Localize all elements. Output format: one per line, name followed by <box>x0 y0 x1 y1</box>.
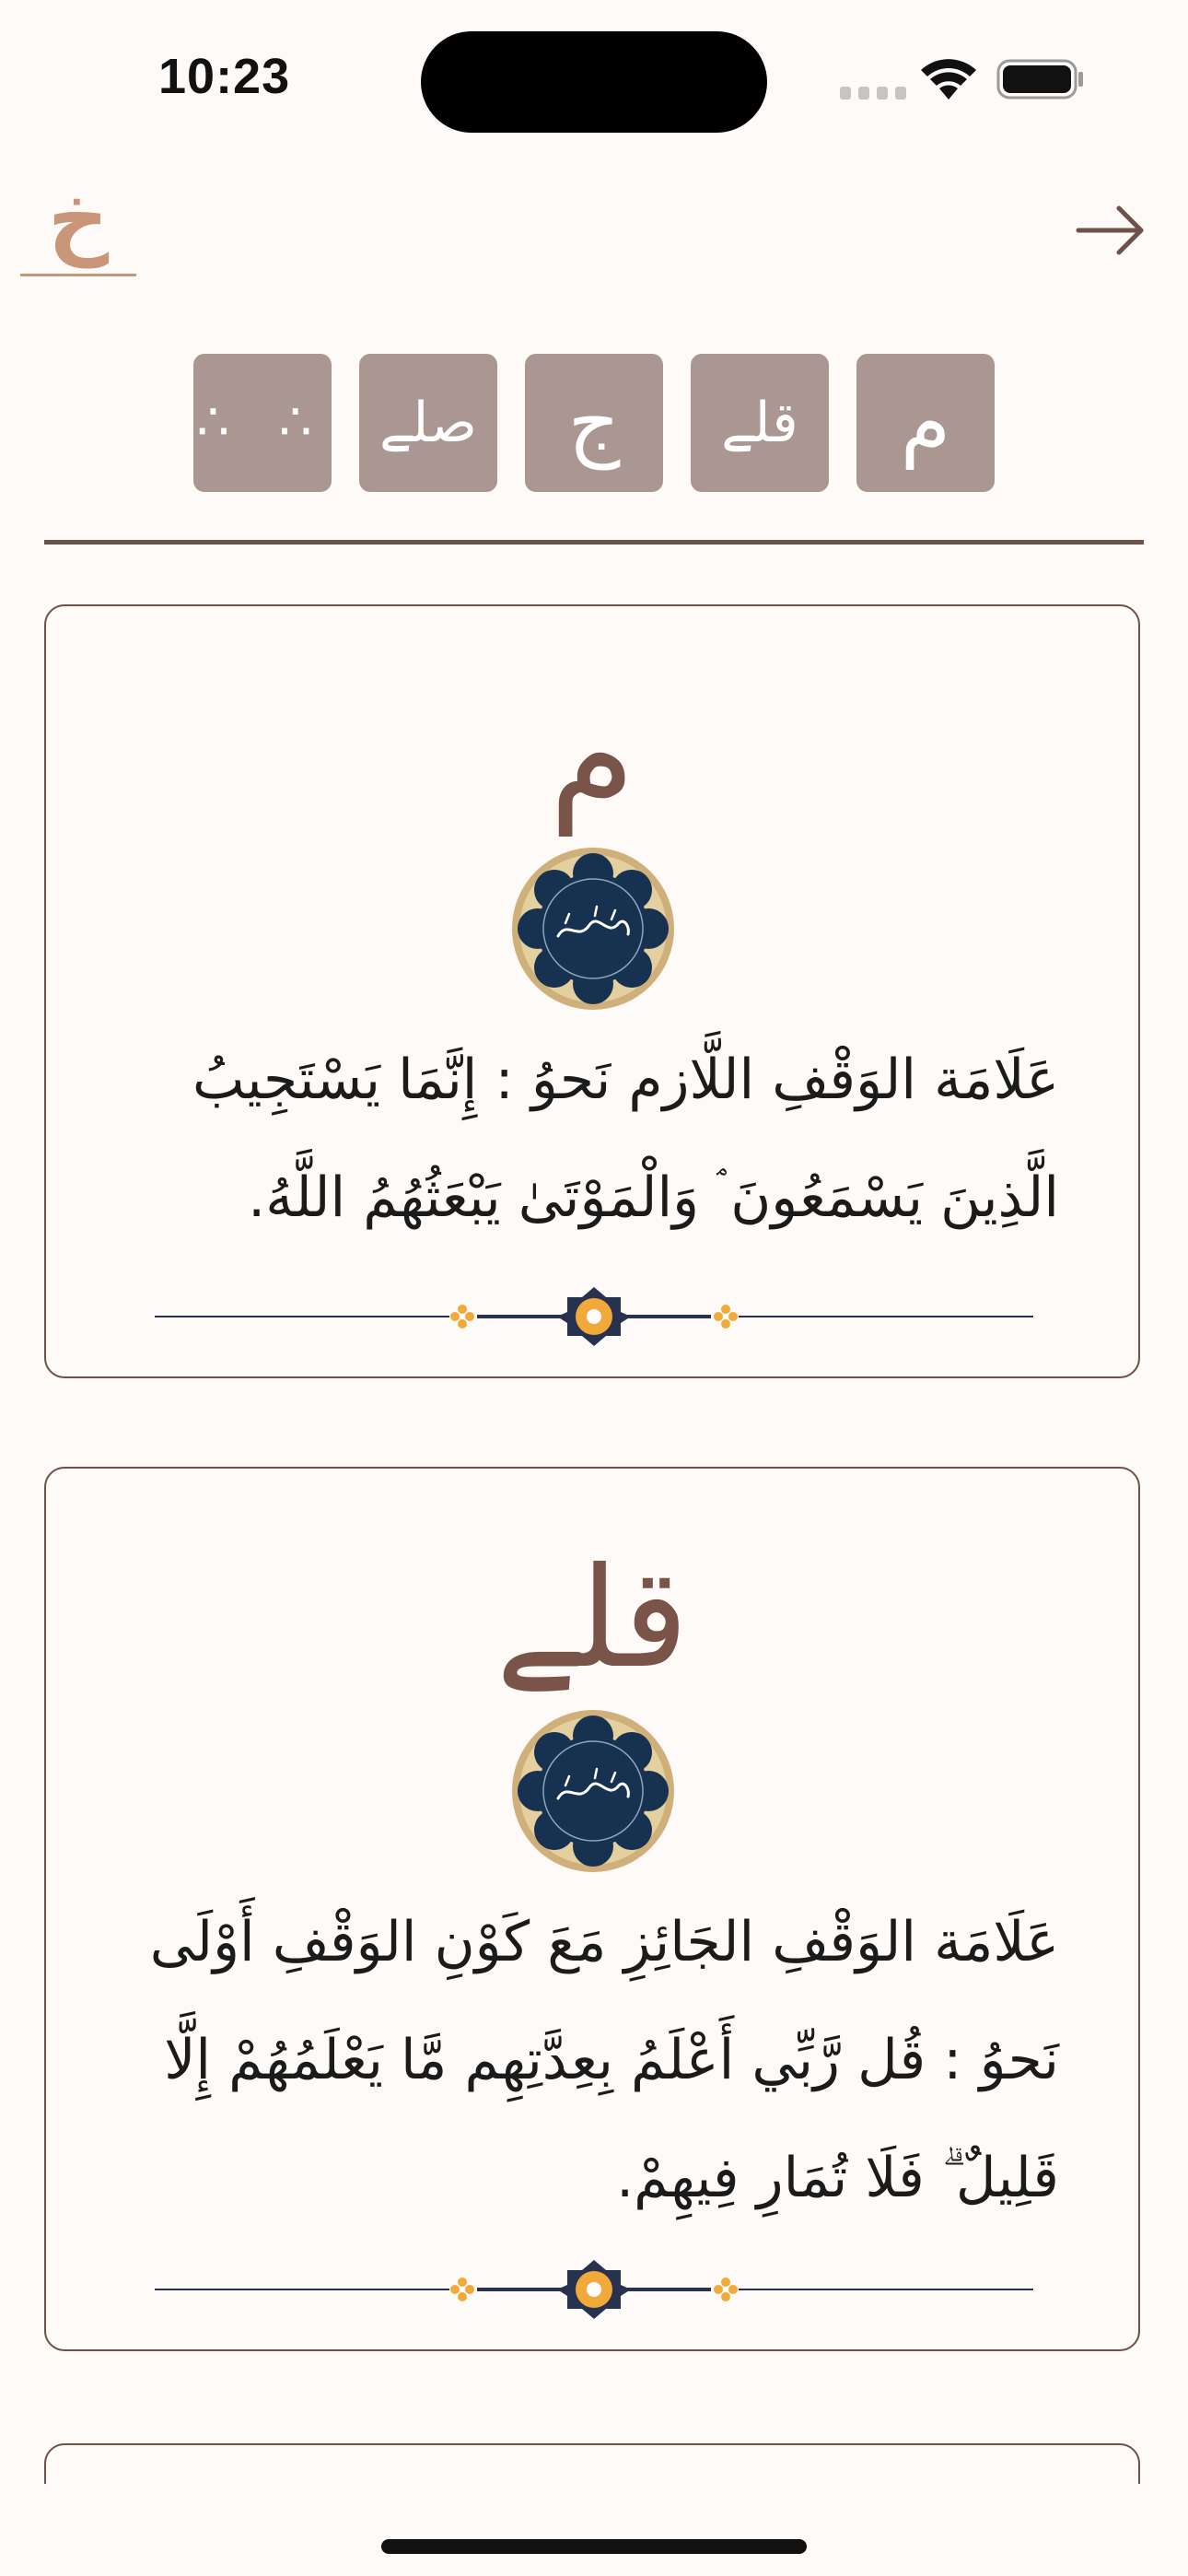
logo-glyph: خ <box>47 170 110 268</box>
quran-medallion-icon <box>510 1708 676 1874</box>
filter-tab-mim[interactable]: م <box>856 354 995 492</box>
wifi-icon <box>919 57 978 101</box>
ornament-divider-icon <box>155 2257 1033 2322</box>
header-divider <box>44 540 1144 544</box>
battery-icon <box>996 59 1085 100</box>
filter-tab-sali[interactable]: صلے <box>359 354 497 492</box>
logo-underline <box>20 274 136 276</box>
card-description-line: عَلَامَة الوَقْفِ الجَائِزِ مَعَ كَوْنِ الوَقْفِ أَوْلَى <box>149 1910 1059 1974</box>
status-bar <box>0 0 1188 147</box>
card-description <box>129 1883 1059 2237</box>
waqf-filter-tabs <box>193 354 995 494</box>
card-clip <box>0 2432 1188 2484</box>
home-indicator <box>381 2539 807 2554</box>
arrow-right-icon <box>1075 203 1147 258</box>
card-description-line: الَّذِينَ يَسْمَعُونَ ۘ وَالْمَوْتَىٰ يَبْعَثُهُمُ اللَّهُ. <box>248 1165 1059 1230</box>
cellular-signal-icon <box>840 87 906 100</box>
dynamic-island <box>421 31 767 133</box>
filter-tab-jim[interactable]: ج <box>525 354 663 492</box>
card-description-line: قَلِيلٌ ۗ فَلَا تُمَارِ فِيهِمْ. <box>616 2146 1059 2210</box>
card-symbol: م <box>549 676 635 837</box>
status-time: 10:23 <box>158 49 291 104</box>
waqf-card-qili <box>44 1467 1140 2351</box>
card-description <box>129 1021 1059 1257</box>
back-button[interactable] <box>1072 197 1149 263</box>
card-description-line: عَلَامَة الوَقْفِ اللَّازم نَحوُ : إِنَّمَا يَسْتَجِيبُ <box>192 1048 1059 1112</box>
filter-tab-muanaqa[interactable]: ∴ ∴ <box>193 354 332 492</box>
card-symbol: قلے <box>495 1539 689 1699</box>
card-description-line: نَحوُ : قُل رَّبِّي أَعْلَمُ بِعِدَّتِهِم مَّا يَعْلَمُهُمْ إِلَّا <box>164 2028 1059 2092</box>
quran-medallion-icon <box>510 846 676 1012</box>
waqf-card-mim <box>44 604 1140 1378</box>
filter-tab-qili[interactable]: قلے <box>691 354 829 492</box>
ornament-divider-icon <box>155 1284 1033 1349</box>
app-logo <box>20 170 136 276</box>
waqf-card-next <box>44 2443 1140 2484</box>
